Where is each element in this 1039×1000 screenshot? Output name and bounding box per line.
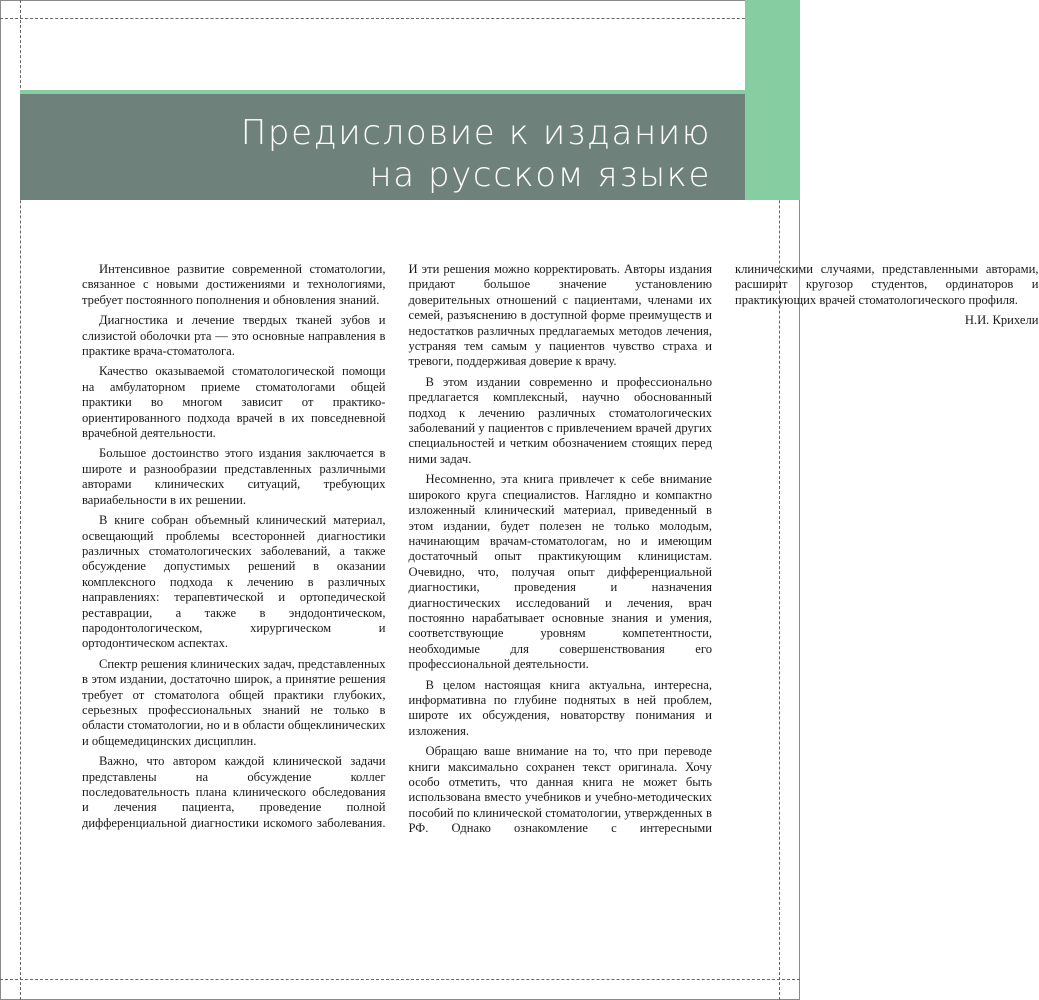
- page-title: [241, 112, 711, 196]
- paragraph: Обращаю ваше внимание на то, что при переводе книги максимально сохранен текст оригинала. Хочу особо отметить, что данная книга не может быть использована вместо учебников и учебно-методических пособий по клинической стоматологии, утвержденных в РФ. Однако ознакомление с интересными клиническими случаями, представленными авторами, расширит кругозор студентов, ординаторов и практикующих врачей стоматологического профиля.: [408, 262, 1039, 836]
- crop-mark-bottom: [0, 979, 800, 980]
- paragraph: Диагностика и лечение твердых тканей зубов и слизистой оболочки рта — это основные направления в практике врача-стоматолога.: [82, 313, 386, 359]
- paragraph: В целом настоящая книга актуальна, интересна, информативна по глубине поднятых в ней проблем, широте их обсуждения, новаторству понимания и изложения.: [408, 677, 712, 738]
- title-line-1: Предисловие к изданию: [240, 113, 711, 153]
- crop-mark-top: [0, 18, 800, 19]
- accent-strip: [745, 0, 800, 200]
- signature: Н.И. Крихели: [964, 313, 1039, 328]
- paragraph: Качество оказываемой стоматологической помощи на амбулаторном приеме стоматологами общей практики во многом зависит от практико-ориентированного подхода врачей в их повседневной врачебной деятельности.: [82, 364, 386, 441]
- paragraph: Спектр решения клинических задач, представленных в этом издании, достаточно широк, а принятие решения требует от стоматолога общей практики глубоких, серьезных профессиональных знаний не только в области стоматологии, но и в области общеклинических и общемедицинских дисциплин.: [82, 656, 386, 748]
- body-text: [82, 262, 1039, 842]
- paragraph: Несомненно, эта книга привлечет к себе внимание широкого круга специалистов. Наглядно и компактно изложенный клинический материал, приведенный в этом издании, будет полезен не только молодым, начинающим врачам-стоматологам, но и имеющим достаточный опыт практикующим клиницистам. Очевидно, что, получая опыт дифференциальной диагностики, проведения и назначения диагностических исследований и лечения, врач постоянно нарабатывает основные знания и умения, соответствующие уровням компетентности, необходимые для совершенствования его профессиональной деятельности.: [408, 472, 712, 672]
- paragraph: В книге собран объемный клинический материал, освещающий проблемы всесторонней диагностики различных стоматологических заболеваний, а также обсуждение допустимых решений в оказании комплексного подхода к лечению в различных направлениях: терапевтической и ортопедической реставрации, а также в эндодонтическом, пародонтологическом, хирургическом и ортодонтическом аспектах.: [82, 513, 386, 651]
- paragraph: Важно, что автором каждой клинической задачи представлены на обсуждение коллег последовательность плана клинического обследования и лечения пациента, проведение полной дифференциальной диагностики искомого заболевания. И эти решения можно корректировать. Авторы издания придают большое значение установлению доверительных отношений с пациентами, членами их семей, разъяснению в доступной форме преимуществ и недостатков различных предлагаемых методов лечения, устраняя тем самым у пациентов чувство страха и тревоги, поддерживая доверие к врачу.: [82, 262, 712, 830]
- paragraph: В этом издании современно и профессионально предлагается комплексный, научно обоснованный подход к лечению различных стоматологических заболеваний у пациентов с привлечением врачей других специальностей и четким обозначением стоящих перед ними задач.: [408, 374, 712, 466]
- title-line-2: на русском языке: [369, 155, 711, 195]
- title-banner: [20, 94, 745, 200]
- paragraph: Большое достоинство этого издания заключается в широте и разнообразии представленных различными авторами клинических ситуаций, требующих вариабельности в их решении.: [82, 446, 386, 507]
- paragraph: Интенсивное развитие современной стоматологии, связанное с новыми достижениями и технологиями, требует постоянного пополнения и обновления знаний.: [82, 262, 386, 307]
